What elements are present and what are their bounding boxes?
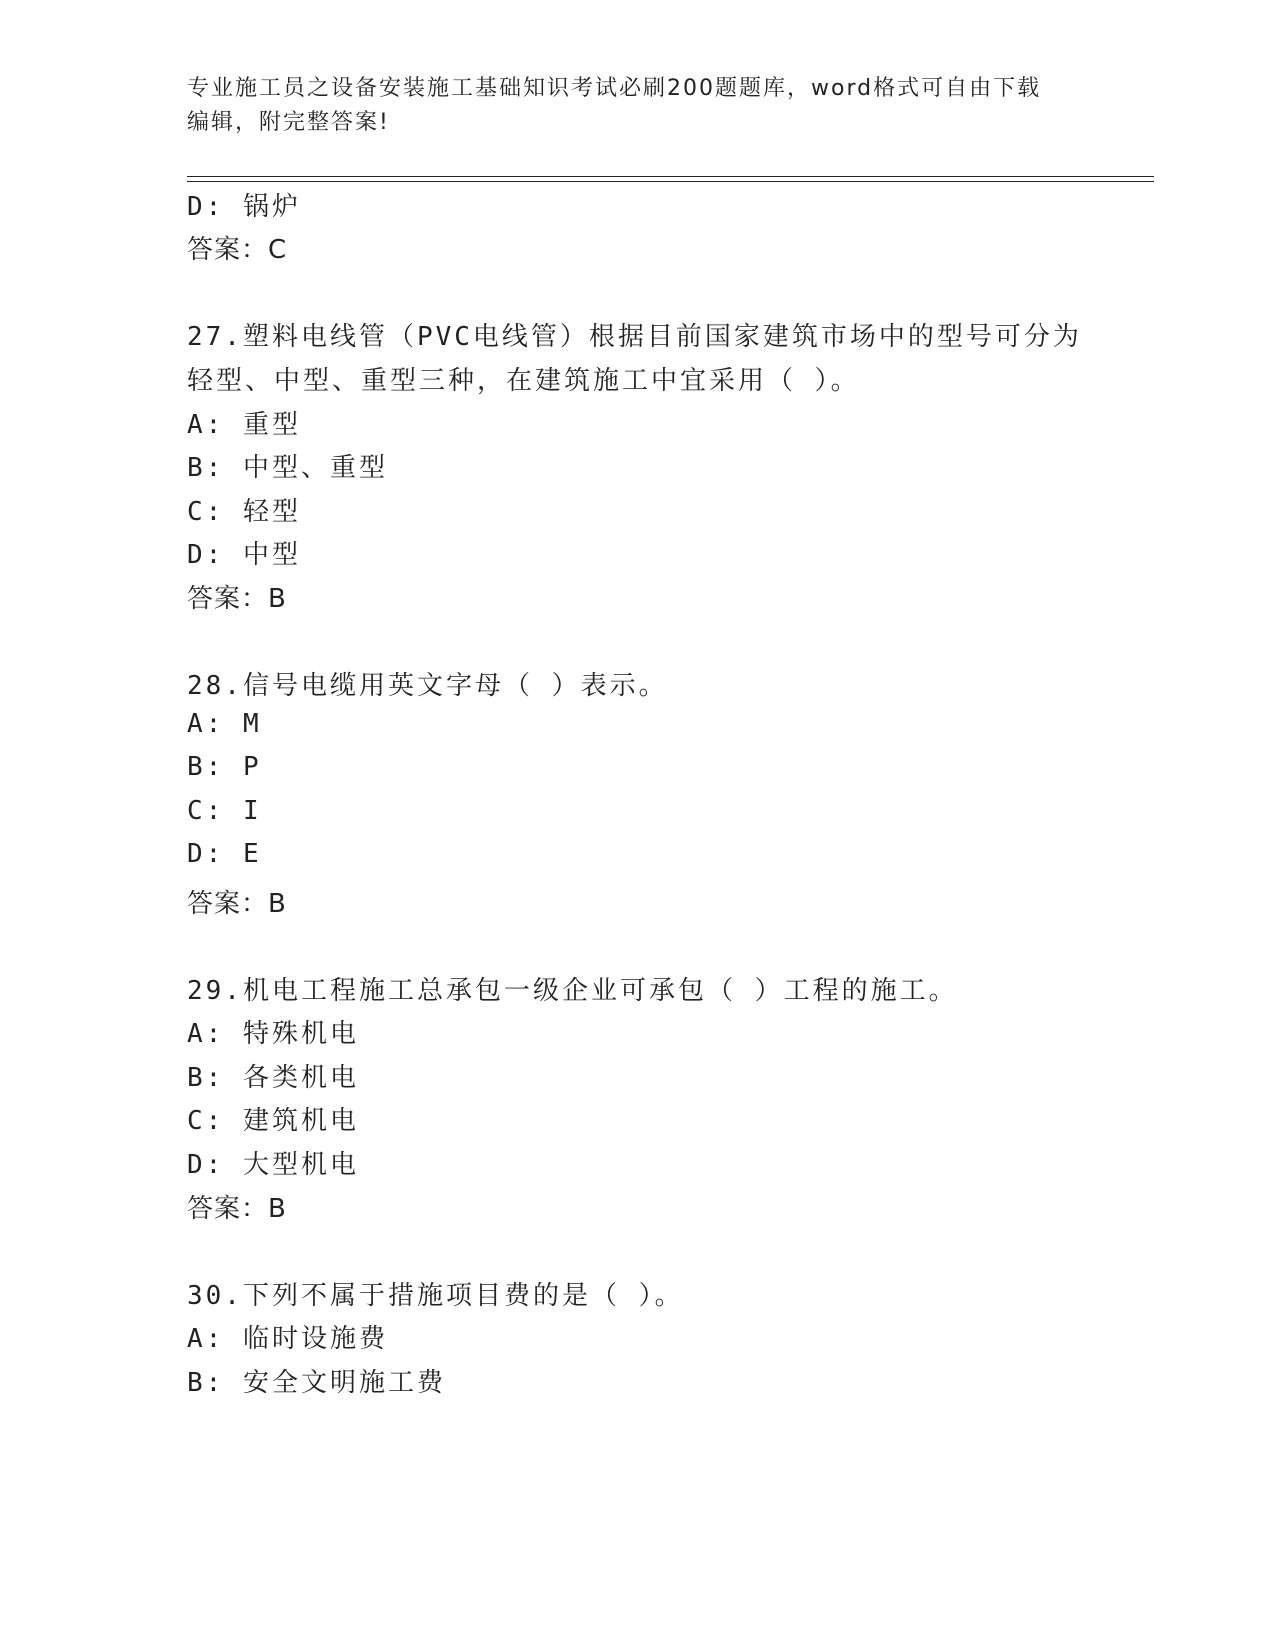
prev-answer: 答案：C [187, 235, 288, 265]
q28-option-a: A: M [187, 709, 262, 739]
q30-option-b: B: 安全文明施工费 [187, 1368, 446, 1398]
q27-option-a: A: 重型 [187, 410, 301, 440]
q28-option-c: C: I [187, 796, 262, 826]
q29-option-c: C: 建筑机电 [187, 1106, 359, 1136]
q29-option-d: D: 大型机电 [187, 1150, 359, 1180]
q29-option-b: B: 各类机电 [187, 1063, 359, 1093]
q27-option-d: D: 中型 [187, 540, 301, 570]
prev-option-d: D: 锅炉 [187, 192, 301, 222]
q27-option-c: C: 轻型 [187, 497, 301, 527]
q27-stem-line1: 27.塑料电线管（PVC电线管）根据目前国家建筑市场中的型号可分为 [187, 322, 1082, 352]
q29-answer: 答案：B [187, 1194, 287, 1224]
header-title-line1: 专业施工员之设备安装施工基础知识考试必刷200题题库，word格式可自由下载 [187, 76, 1042, 101]
q27-option-b: B: 中型、重型 [187, 453, 388, 483]
q29-stem: 29.机电工程施工总承包一级企业可承包（ ）工程的施工。 [187, 976, 958, 1006]
q27-stem-line2: 轻型、中型、重型三种，在建筑施工中宜采用（ ）。 [187, 366, 860, 396]
q28-option-d: D: E [187, 839, 262, 869]
q30-option-a: A: 临时设施费 [187, 1324, 388, 1354]
q28-stem: 28.信号电缆用英文字母（ ）表示。 [187, 671, 668, 701]
header-title-line2: 编辑，附完整答案! [187, 110, 390, 135]
q30-stem: 30.下列不属于措施项目费的是（ ）。 [187, 1281, 684, 1311]
q27-answer: 答案：B [187, 584, 287, 614]
header-divider [187, 176, 1154, 182]
q28-answer: 答案：B [187, 889, 287, 919]
document-header [187, 72, 1087, 140]
q28-option-b: B: P [187, 752, 262, 782]
q29-option-a: A: 特殊机电 [187, 1019, 359, 1049]
